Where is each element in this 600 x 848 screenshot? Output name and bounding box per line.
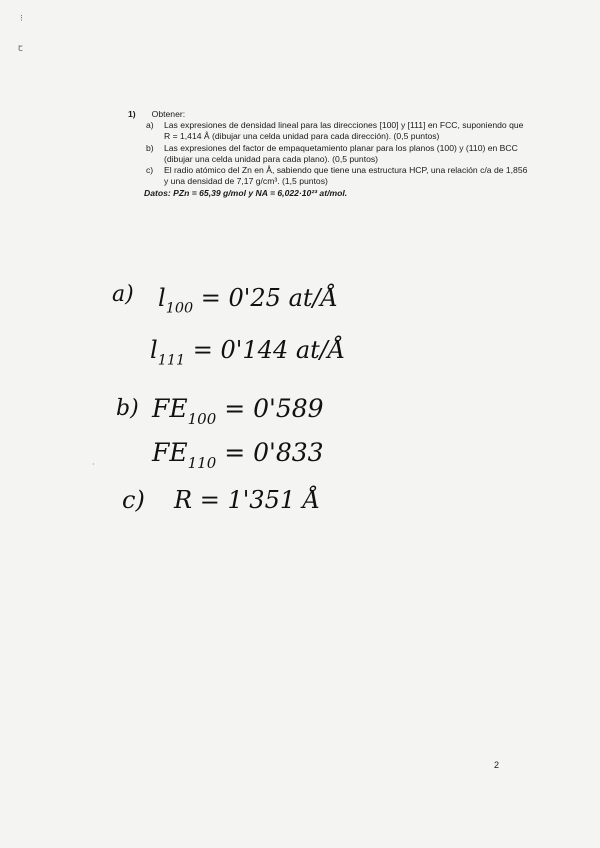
answer-b1-value: = 0'589 <box>224 394 324 423</box>
question-block <box>128 109 528 200</box>
answer-b2 <box>152 438 324 472</box>
answer-a1-value: = 0'25 at/Å <box>200 284 338 312</box>
binding-mark: ⁝ <box>20 14 23 24</box>
page-number: 2 <box>494 760 500 770</box>
answer-a1 <box>158 284 338 316</box>
answer-a1-symbol: l <box>158 284 166 312</box>
question-item-a <box>146 120 528 142</box>
data-given: Datos: PZn = 65,39 g/mol y NA = 6,022·10²³ at/mol. <box>144 188 348 199</box>
answer-a2-sub: 111 <box>157 352 186 369</box>
item-text: El radio atómico del Zn en Å, sabiendo que tiene una estructura HCP, una relación c/a de 1,856 y una densidad de 7,17 g/cm³. (1,5 puntos) <box>164 165 528 187</box>
answer-b2-symbol: FE <box>152 438 188 467</box>
item-label: b) <box>146 142 154 153</box>
answer-b2-value: = 0'833 <box>224 438 324 467</box>
answer-a2 <box>150 336 345 368</box>
question-intro: Obtener: <box>151 109 186 119</box>
answer-b2-sub: 110 <box>187 453 217 472</box>
question-item-c <box>146 165 528 187</box>
answer-c-value: R = 1'351 Å <box>174 486 321 514</box>
answer-b1 <box>152 394 324 428</box>
question-number: 1) <box>128 109 136 119</box>
punch-mark: ꞇ <box>18 43 23 54</box>
answer-a1-sub: 100 <box>165 300 194 317</box>
answer-b-label: b) <box>116 396 139 421</box>
answer-c-label: c) <box>122 486 145 514</box>
item-label: c) <box>146 165 154 176</box>
stray-mark: · <box>92 460 95 469</box>
answer-a-label: a) <box>112 282 134 307</box>
answer-a2-symbol: l <box>150 336 158 364</box>
item-label: a) <box>146 120 154 131</box>
item-text: Las expresiones del factor de empaquetamiento planar para los planos (100) y (110) en BCC (dibujar una celda unidad para cada plano). (0,5 puntos) <box>164 142 518 164</box>
answer-a2-value: = 0'144 at/Å <box>192 336 346 364</box>
question-header <box>128 109 528 120</box>
item-text: Las expresiones de densidad lineal para las direcciones [100] y [111] en FCC, suponiendo que R = 1,414 Å (dibujar una celda unidad para cada dirección). (0,5 puntos) <box>164 120 524 142</box>
question-item-b <box>146 143 528 165</box>
answer-b1-symbol: FE <box>152 394 188 423</box>
answer-b1-sub: 100 <box>187 409 217 428</box>
